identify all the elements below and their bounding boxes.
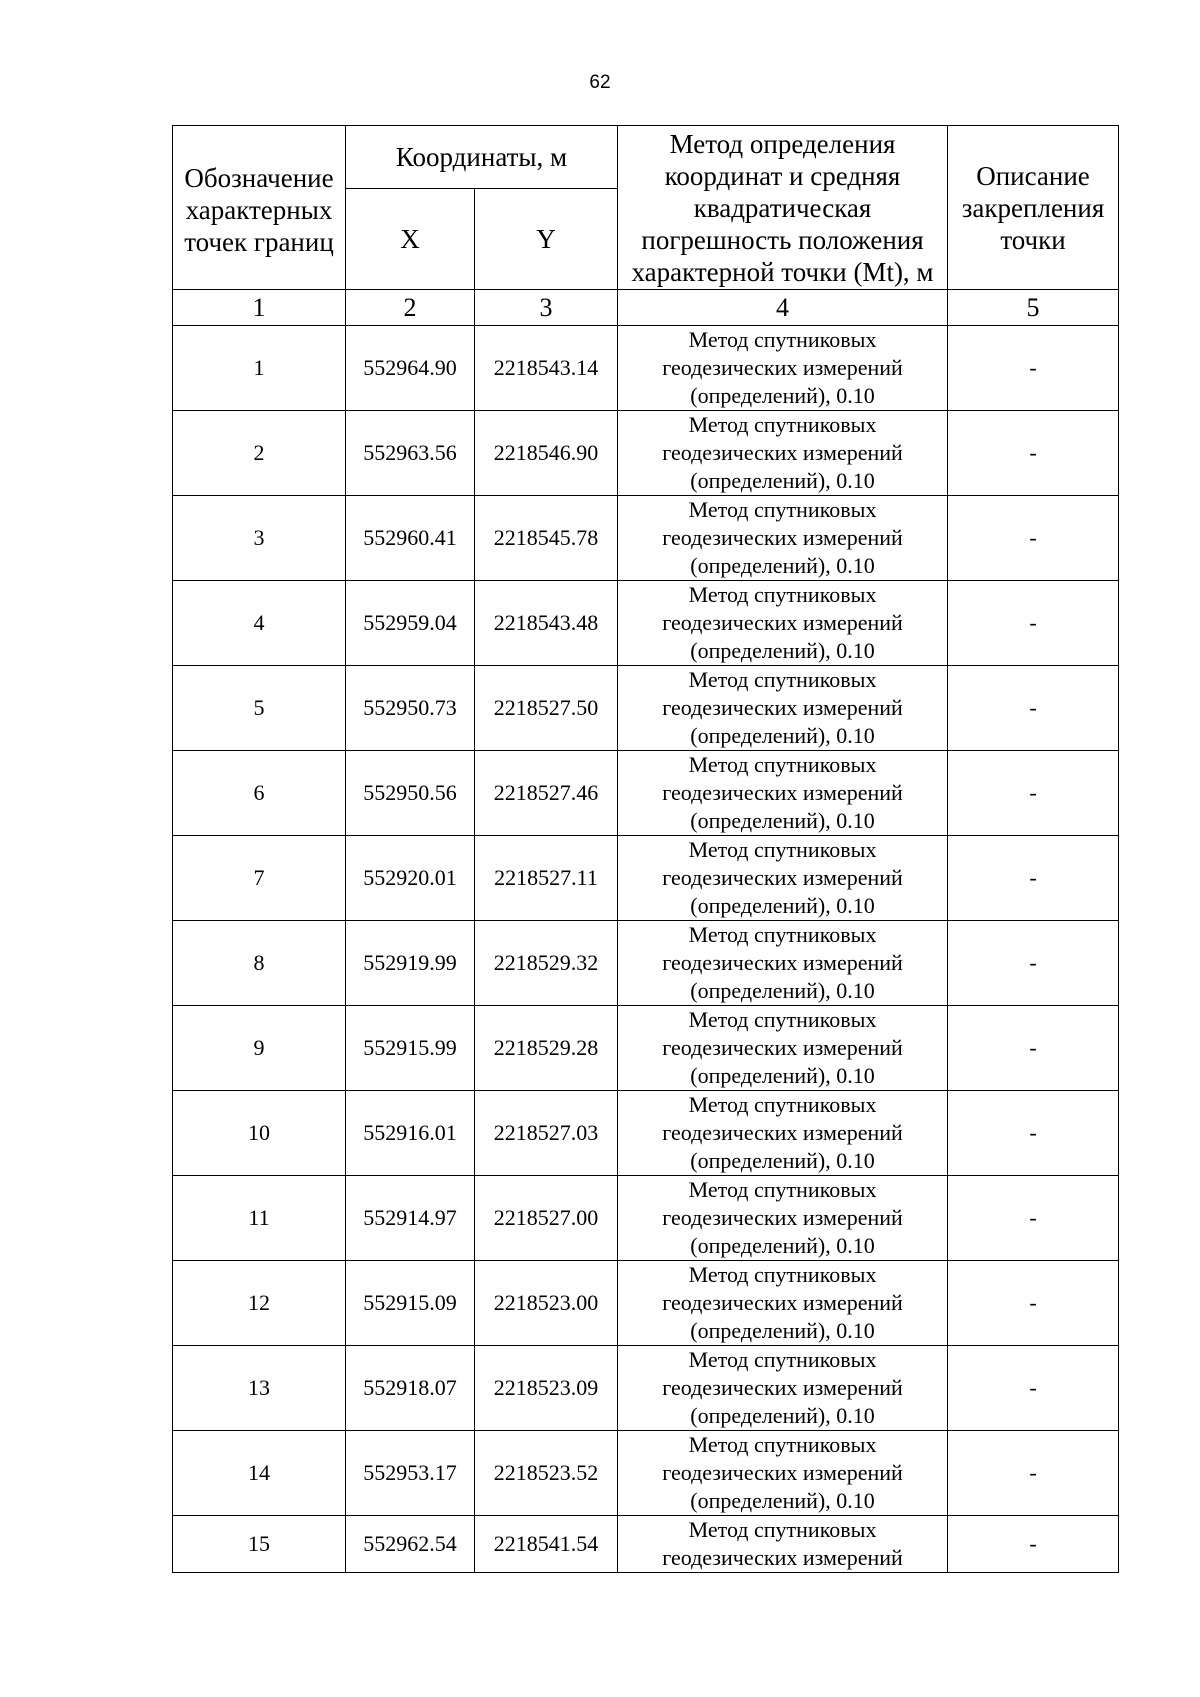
table-row (173, 1516, 1119, 1573)
header-x: X (346, 189, 475, 290)
x-coordinate-cell: 552950.73 (346, 666, 475, 751)
method-text: Метод спутниковых геодезических измерений (определений), 0.10 (662, 1347, 903, 1428)
description-cell: - (948, 326, 1119, 411)
method-cell (618, 1516, 948, 1573)
table-row (173, 1176, 1119, 1261)
table-row (173, 496, 1119, 581)
header-coordinates: Координаты, м (346, 126, 618, 189)
method-cell (618, 666, 948, 751)
point-number-cell: 12 (173, 1261, 346, 1346)
description-cell: - (948, 836, 1119, 921)
coordinates-table (172, 125, 1119, 1573)
x-coordinate-cell: 552962.54 (346, 1516, 475, 1573)
column-number: 5 (948, 290, 1119, 326)
table-row (173, 411, 1119, 496)
y-coordinate-cell: 2218527.50 (475, 666, 618, 751)
x-coordinate-cell: 552959.04 (346, 581, 475, 666)
description-cell: - (948, 1516, 1119, 1573)
method-cell (618, 1176, 948, 1261)
y-coordinate-cell: 2218543.48 (475, 581, 618, 666)
method-text: Метод спутниковых геодезических измерений (определений), 0.10 (662, 582, 903, 663)
point-number-cell: 11 (173, 1176, 346, 1261)
header-method: Метод определения координат и средняя квадратическая погрешность положения характерной точки (Mt), м (618, 126, 948, 290)
y-coordinate-cell: 2218529.32 (475, 921, 618, 1006)
table-row (173, 1431, 1119, 1516)
method-text: Метод спутниковых геодезических измерений (определений), 0.10 (662, 1092, 903, 1173)
method-text: Метод спутниковых геодезических измерений (определений), 0.10 (662, 327, 903, 408)
method-cell (618, 1006, 948, 1091)
description-cell: - (948, 496, 1119, 581)
table-row (173, 666, 1119, 751)
x-coordinate-cell: 552915.99 (346, 1006, 475, 1091)
method-text: Метод спутниковых геодезических измерений (определений), 0.10 (662, 1007, 903, 1088)
header-y: Y (475, 189, 618, 290)
y-coordinate-cell: 2218527.46 (475, 751, 618, 836)
method-cell (618, 921, 948, 1006)
y-coordinate-cell: 2218527.11 (475, 836, 618, 921)
y-coordinate-cell: 2218543.14 (475, 326, 618, 411)
description-cell: - (948, 1091, 1119, 1176)
y-coordinate-cell: 2218545.78 (475, 496, 618, 581)
method-text: Метод спутниковых геодезических измерений (определений), 0.10 (662, 922, 903, 1003)
description-cell: - (948, 1176, 1119, 1261)
point-number-cell: 8 (173, 921, 346, 1006)
table-row (173, 1346, 1119, 1431)
x-coordinate-cell: 552963.56 (346, 411, 475, 496)
description-cell: - (948, 581, 1119, 666)
method-cell (618, 411, 948, 496)
method-text: Метод спутниковых геодезических измерений (определений), 0.10 (662, 752, 903, 833)
method-cell (618, 1091, 948, 1176)
method-cell (618, 1431, 948, 1516)
column-number: 2 (346, 290, 475, 326)
x-coordinate-cell: 552950.56 (346, 751, 475, 836)
column-number: 4 (618, 290, 948, 326)
description-cell: - (948, 1431, 1119, 1516)
x-coordinate-cell: 552919.99 (346, 921, 475, 1006)
method-text: Метод спутниковых геодезических измерений (определений), 0.10 (662, 1432, 903, 1513)
y-coordinate-cell: 2218523.52 (475, 1431, 618, 1516)
y-coordinate-cell: 2218523.09 (475, 1346, 618, 1431)
description-cell: - (948, 1261, 1119, 1346)
table-row (173, 1261, 1119, 1346)
table-row (173, 751, 1119, 836)
point-number-cell: 14 (173, 1431, 346, 1516)
x-coordinate-cell: 552914.97 (346, 1176, 475, 1261)
point-number-cell: 3 (173, 496, 346, 581)
point-number-cell: 4 (173, 581, 346, 666)
y-coordinate-cell: 2218527.00 (475, 1176, 618, 1261)
point-number-cell: 13 (173, 1346, 346, 1431)
point-number-cell: 15 (173, 1516, 346, 1573)
y-coordinate-cell: 2218523.00 (475, 1261, 618, 1346)
table-row (173, 581, 1119, 666)
method-cell (618, 1346, 948, 1431)
x-coordinate-cell: 552964.90 (346, 326, 475, 411)
method-text: Метод спутниковых геодезических измерений (определений), 0.10 (662, 837, 903, 918)
point-number-cell: 6 (173, 751, 346, 836)
method-cell (618, 326, 948, 411)
table-row (173, 326, 1119, 411)
x-coordinate-cell: 552920.01 (346, 836, 475, 921)
header-row-1 (173, 126, 1119, 189)
table-row (173, 1006, 1119, 1091)
description-cell: - (948, 666, 1119, 751)
description-cell: - (948, 921, 1119, 1006)
method-text: Метод спутниковых геодезических измерений (определений), 0.10 (662, 412, 903, 493)
method-text: Метод спутниковых геодезических измерений (определений), 0.10 (662, 1177, 903, 1258)
column-number: 1 (173, 290, 346, 326)
method-text: Метод спутниковых геодезических измерений (определений), 0.10 (662, 497, 903, 578)
point-number-cell: 2 (173, 411, 346, 496)
method-text: Метод спутниковых геодезических измерений (определений), 0.10 (662, 1262, 903, 1343)
method-cell (618, 581, 948, 666)
y-coordinate-cell: 2218541.54 (475, 1516, 618, 1573)
y-coordinate-cell: 2218546.90 (475, 411, 618, 496)
method-cell (618, 496, 948, 581)
y-coordinate-cell: 2218527.03 (475, 1091, 618, 1176)
x-coordinate-cell: 552915.09 (346, 1261, 475, 1346)
table-body (173, 326, 1119, 1573)
method-cell (618, 836, 948, 921)
x-coordinate-cell: 552916.01 (346, 1091, 475, 1176)
x-coordinate-cell: 552918.07 (346, 1346, 475, 1431)
point-number-cell: 10 (173, 1091, 346, 1176)
header-designation: Обозначение характерных точек границ (173, 126, 346, 290)
column-numbers-row (173, 290, 1119, 326)
point-number-cell: 9 (173, 1006, 346, 1091)
table-row (173, 921, 1119, 1006)
description-cell: - (948, 1006, 1119, 1091)
description-cell: - (948, 751, 1119, 836)
header-description: Описание закрепления точки (948, 126, 1119, 290)
method-text: Метод спутниковых геодезических измерений (определений), 0.10 (662, 667, 903, 748)
x-coordinate-cell: 552960.41 (346, 496, 475, 581)
description-cell: - (948, 411, 1119, 496)
method-cell (618, 751, 948, 836)
point-number-cell: 1 (173, 326, 346, 411)
y-coordinate-cell: 2218529.28 (475, 1006, 618, 1091)
description-cell: - (948, 1346, 1119, 1431)
table-row (173, 1091, 1119, 1176)
column-number: 3 (475, 290, 618, 326)
page-number: 62 (589, 72, 611, 93)
table-row (173, 836, 1119, 921)
point-number-cell: 7 (173, 836, 346, 921)
x-coordinate-cell: 552953.17 (346, 1431, 475, 1516)
point-number-cell: 5 (173, 666, 346, 751)
method-cell (618, 1261, 948, 1346)
method-text: Метод спутниковых геодезических измерений (662, 1517, 903, 1570)
